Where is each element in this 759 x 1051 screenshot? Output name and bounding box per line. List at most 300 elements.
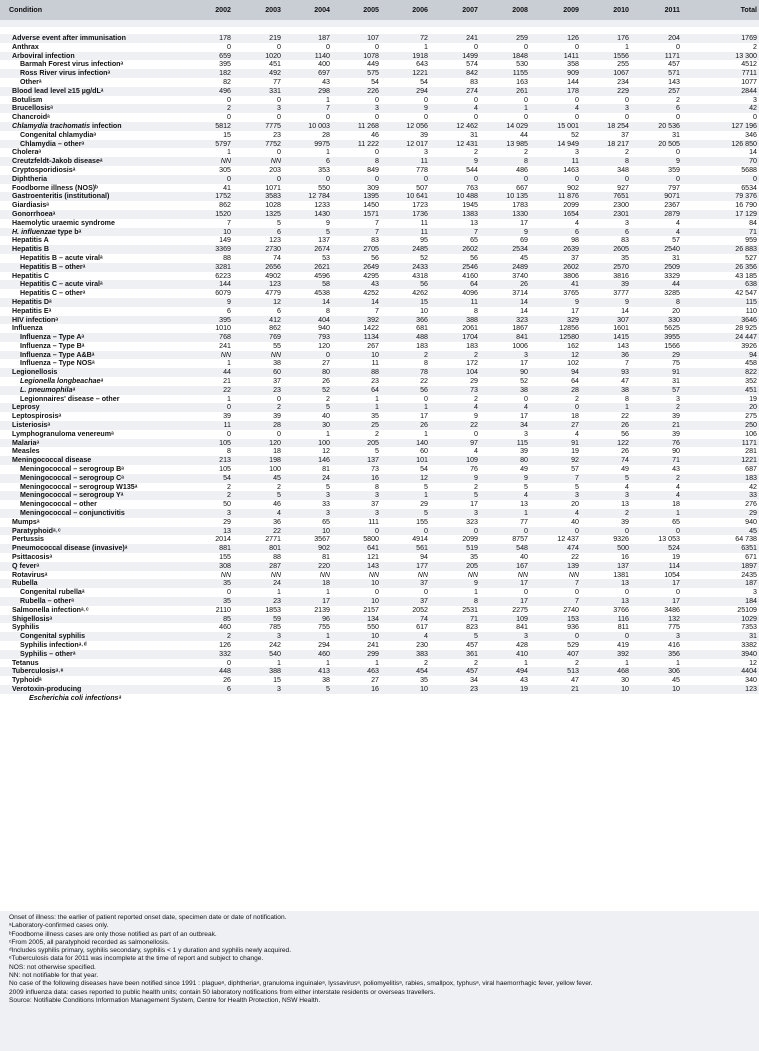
- cell-2004: 1: [326, 429, 330, 438]
- cell-2009: 162: [567, 341, 579, 350]
- cell-2007: 71: [430, 615, 480, 624]
- cell-2011: 13 053: [658, 535, 680, 544]
- cell-2002: 448: [186, 667, 233, 676]
- cell-2006: 54: [420, 465, 428, 474]
- cell-2011: 0: [676, 113, 680, 122]
- condition-name: Syphilis infectionᵃ˒ᵈ: [20, 640, 87, 649]
- column-header-2003: 2003: [265, 6, 281, 14]
- table-row: [0, 447, 759, 456]
- cell-2007: 3: [430, 509, 480, 518]
- cell-2006: 681: [416, 324, 428, 333]
- condition-name: Congenital rubellaᵃ: [20, 588, 85, 597]
- cell-2005: 11: [371, 359, 379, 368]
- cell-2003: 0: [277, 113, 281, 122]
- cell-2010: 47: [621, 377, 629, 386]
- cell-2002: 0: [227, 113, 231, 122]
- cell-2007: 22: [430, 421, 480, 430]
- table-row: [0, 500, 759, 509]
- cell-total: 2: [753, 42, 757, 51]
- cell-2005: 2705: [332, 245, 381, 254]
- condition-name: Influenza – Type A&Bᵃ: [0, 351, 186, 360]
- cell-2004: 18: [283, 579, 332, 588]
- cell-2005: 205: [332, 439, 381, 448]
- cell-2008: 14: [520, 306, 528, 315]
- cell-2008: 410: [480, 650, 530, 659]
- cell-2003: 1: [277, 588, 281, 597]
- cell-2010: 9: [581, 298, 631, 307]
- cell-2006: 1723: [412, 201, 428, 210]
- cell-2010: 38: [581, 386, 631, 395]
- cell-2006: [381, 694, 430, 703]
- condition-name: Paratyphoidᵃ˒ᶜ: [0, 527, 186, 536]
- cell-total: 671: [745, 553, 757, 562]
- table-row: [0, 456, 759, 465]
- cell-2006: 15: [381, 298, 430, 307]
- cell-2007: 172: [466, 359, 478, 368]
- column-header-condition: Condition: [9, 6, 43, 14]
- cell-2010: 2: [581, 509, 631, 518]
- cell-2006: 2433: [381, 263, 430, 272]
- cell-2011: 71: [631, 456, 682, 465]
- table-row: [0, 219, 759, 228]
- table-row: [0, 122, 759, 131]
- condition-name: Legionnaires' disease – other: [20, 394, 120, 403]
- cell-2005: 54: [371, 77, 379, 86]
- cell-2007: 9: [430, 474, 480, 483]
- cell-2009: 64: [571, 377, 579, 386]
- cell-total: 1029: [682, 615, 759, 624]
- cell-2007: 64: [430, 280, 480, 289]
- condition-name: L. pneumophilaᵃ: [0, 386, 186, 395]
- cell-2005: 7: [375, 306, 379, 315]
- cell-2007: 2061: [462, 324, 478, 333]
- cell-2008: 323: [480, 316, 530, 325]
- cell-2011: 29: [631, 351, 682, 360]
- cell-2003: 46: [273, 500, 281, 509]
- cell-2002: 6079: [215, 289, 231, 298]
- cell-2011: 20 505: [631, 140, 682, 149]
- cell-total: 346: [745, 130, 757, 139]
- cell-2003: 0: [277, 95, 281, 104]
- cell-2005: 641: [332, 544, 381, 553]
- cell-total: 940: [745, 517, 757, 526]
- cell-2003: 1071: [265, 183, 281, 192]
- cell-2003: 6: [233, 228, 283, 237]
- cell-2006: 1: [424, 429, 428, 438]
- cell-2002: 5812: [186, 122, 233, 131]
- cell-2010: 3: [581, 491, 631, 500]
- condition-name: Creutzfeldt-Jakob diseaseᵃ: [0, 157, 186, 166]
- cell-2010: 229: [581, 87, 631, 96]
- cell-2003: NN: [270, 570, 281, 579]
- cell-2007: 574: [466, 60, 478, 69]
- cell-2008: 4: [480, 491, 530, 500]
- condition-name: Adverse event after immunisation: [0, 34, 186, 43]
- cell-2011: 114: [631, 562, 682, 571]
- cell-total: 352: [745, 377, 757, 386]
- cell-2002: 50: [223, 500, 231, 509]
- cell-2010: 30: [621, 676, 629, 685]
- cell-total: 84: [749, 218, 757, 227]
- cell-2005: 88: [332, 368, 381, 377]
- cell-2011: 5625: [664, 324, 680, 333]
- cell-2011: 19: [672, 553, 680, 562]
- condition-name: Arboviral infection: [0, 52, 186, 61]
- cell-2005: 1134: [332, 333, 381, 342]
- cell-2008: 8757: [512, 535, 528, 544]
- cell-2007: 457: [466, 640, 478, 649]
- cell-2004: 40: [322, 412, 330, 421]
- column-header-total: Total: [740, 6, 757, 14]
- cell-2004: 38: [322, 676, 330, 685]
- cell-total: 16 790: [735, 201, 757, 210]
- cell-2002: 35: [186, 579, 233, 588]
- column-header-2006: 2006: [412, 6, 428, 14]
- cell-2008: 17: [520, 218, 528, 227]
- cell-2007: 13: [470, 218, 478, 227]
- cell-2006: 0: [381, 175, 430, 184]
- cell-2003: 242: [269, 640, 281, 649]
- cell-2009: 98: [571, 236, 579, 245]
- cell-2008: 0: [524, 394, 528, 403]
- condition-name: Salmonella infectionᵃ˒ᶜ: [12, 605, 89, 614]
- cell-2004: 1140: [283, 52, 332, 61]
- cell-2005: 226: [332, 87, 381, 96]
- cell-2006: 5: [381, 509, 430, 518]
- cell-2008: 14: [480, 298, 530, 307]
- cell-total: 42: [749, 482, 757, 491]
- cell-2009: 153: [530, 615, 581, 624]
- cell-2007: 0: [474, 429, 478, 438]
- cell-2003: 4902: [265, 271, 281, 280]
- condition-name: Legionellosis: [0, 368, 186, 377]
- cell-2004: 187: [283, 34, 332, 43]
- cell-2009: 94: [530, 368, 581, 377]
- cell-2003: 15: [273, 676, 281, 685]
- cell-2008: 44: [520, 130, 528, 139]
- cell-2004: 24: [283, 474, 332, 483]
- cell-total: 527: [745, 253, 757, 262]
- cell-2004: 550: [318, 183, 330, 192]
- cell-2011: 4: [676, 482, 680, 491]
- footnote-line: NOS: not otherwise specified.: [9, 963, 96, 971]
- cell-2007: 823: [466, 623, 478, 632]
- table-row: [0, 113, 759, 122]
- cell-2002: 2: [186, 104, 233, 113]
- cell-2005: 137: [332, 456, 381, 465]
- condition-name: Escherichia coli infectionsᵃ: [29, 693, 122, 702]
- cell-total: 458: [745, 359, 757, 368]
- cell-2011: 2367: [664, 201, 680, 210]
- cell-2006: 52: [420, 253, 428, 262]
- cell-2003: 287: [233, 562, 283, 571]
- cell-2005: 4252: [363, 289, 379, 298]
- cell-2003: 219: [233, 34, 283, 43]
- footnote-line: ᵃLaboratory-confirmed cases only.: [9, 922, 109, 930]
- cell-2004: 1430: [283, 210, 332, 219]
- cell-2003: 785: [269, 623, 281, 632]
- condition-name: Influenza: [12, 324, 43, 333]
- cell-2009: [530, 694, 581, 703]
- condition-name: Leptospirosisᵃ: [12, 412, 62, 421]
- cell-2009: 7: [530, 474, 581, 483]
- cell-2002: 149: [219, 236, 231, 245]
- cell-2011: 416: [668, 640, 680, 649]
- cell-2011: 8: [631, 298, 682, 307]
- cell-2011: 9071: [631, 192, 682, 201]
- cell-2003: 2771: [265, 535, 281, 544]
- condition-name: Meningococcal – other: [20, 500, 97, 509]
- cell-2003: 862: [269, 324, 281, 333]
- cell-2009: 0: [575, 42, 579, 51]
- cell-2009: 936: [567, 623, 579, 632]
- cell-2006: 12 056: [381, 122, 430, 131]
- cell-2002: 39: [223, 412, 231, 421]
- cell-2011: 18: [672, 500, 680, 509]
- cell-2005: 83: [371, 236, 379, 245]
- cell-2006: 9: [381, 104, 430, 113]
- cell-2002: 0: [186, 403, 233, 412]
- cell-2005: 16: [332, 685, 381, 694]
- cell-2007: 4096: [462, 289, 478, 298]
- condition-name: Hepatitis C: [12, 271, 50, 280]
- cell-2003: 60: [233, 368, 283, 377]
- cell-2009: 47: [571, 676, 579, 685]
- cell-2004: 146: [283, 456, 332, 465]
- cell-2011: [631, 694, 682, 703]
- cell-2002: 241: [219, 341, 231, 350]
- cell-2007: 10 488: [430, 192, 480, 201]
- cell-2005: 0: [375, 95, 379, 104]
- cell-2004: 28: [322, 130, 330, 139]
- cell-2011: 20: [672, 306, 680, 315]
- cell-total: 0: [753, 113, 757, 122]
- cell-2005: 4295: [363, 271, 379, 280]
- table-row: [0, 254, 759, 263]
- cell-2003: 1325: [233, 210, 283, 219]
- cell-total: 3646: [682, 316, 759, 325]
- cell-2011: 17: [631, 579, 682, 588]
- cell-2002: 395: [219, 60, 231, 69]
- cell-2004: 52: [283, 386, 332, 395]
- table-row: [0, 228, 759, 237]
- cell-2010: 0: [625, 113, 629, 122]
- cell-2004: 120: [318, 341, 330, 350]
- cell-2005: 1395: [332, 192, 381, 201]
- table-row: [0, 395, 759, 404]
- table-row: [0, 78, 759, 87]
- cell-2002: 144: [186, 280, 233, 289]
- cell-2007: 2: [474, 148, 478, 157]
- cell-2006: 10: [381, 685, 430, 694]
- condition-name: Hepatitis Dᵃ: [0, 298, 186, 307]
- cell-2008: 45: [520, 253, 528, 262]
- table-row: [0, 632, 759, 641]
- cell-2010: 1415: [581, 333, 631, 342]
- cell-2003: 801: [233, 544, 283, 553]
- cell-2006: 366: [381, 316, 430, 325]
- cell-2002: 13: [186, 527, 233, 536]
- cell-2002: 35: [186, 597, 233, 606]
- cell-2002: 85: [186, 615, 233, 624]
- cell-2004: 5: [283, 685, 332, 694]
- table-row: [0, 606, 759, 615]
- cell-2006: 94: [420, 553, 428, 562]
- cell-2002: 395: [186, 316, 233, 325]
- cell-2003: 2: [233, 403, 283, 412]
- cell-2008: 2: [524, 148, 528, 157]
- cell-2004: 10 003: [283, 122, 332, 131]
- table-row: [0, 201, 759, 210]
- cell-2010: 234: [617, 77, 629, 86]
- cell-2003: 23: [233, 386, 283, 395]
- cell-2003: 37: [273, 377, 281, 386]
- cell-2008: 5: [524, 482, 528, 491]
- cell-2008: 163: [516, 77, 528, 86]
- condition-name: Q feverᵃ: [0, 562, 186, 571]
- cell-2005: 0: [332, 175, 381, 184]
- cell-total: 33: [682, 491, 759, 500]
- cell-2010: 83: [621, 236, 629, 245]
- cell-2004: 9: [326, 218, 330, 227]
- cell-2010: 18 254: [581, 122, 631, 131]
- cell-2002: 88: [223, 253, 231, 262]
- cell-2008: 39: [520, 447, 528, 456]
- cell-2002: 1: [227, 394, 231, 403]
- cell-total: 6351: [682, 544, 759, 553]
- cell-2007: 2: [474, 658, 478, 667]
- cell-2002: NN: [220, 570, 231, 579]
- cell-2008: 49: [520, 465, 528, 474]
- cell-2009: 18: [571, 412, 579, 421]
- cell-2009: 7: [530, 597, 581, 606]
- cell-2006: 39: [420, 130, 428, 139]
- cell-2002: 26: [223, 676, 231, 685]
- cell-2006: NN: [417, 570, 428, 579]
- cell-2007: 0: [430, 175, 480, 184]
- cell-2009: 2: [575, 394, 579, 403]
- cell-2009: 3765: [563, 289, 579, 298]
- cell-2007: 17: [470, 500, 478, 509]
- cell-2003: 203: [269, 165, 281, 174]
- column-header-2005: 2005: [363, 6, 379, 14]
- cell-2002: 5797: [186, 140, 233, 149]
- cell-2011: 6: [631, 104, 682, 113]
- cell-2003: 45: [233, 474, 283, 483]
- cell-2011: 2540: [631, 245, 682, 254]
- cell-2008: 841: [516, 623, 528, 632]
- cell-2008: 40: [520, 553, 528, 562]
- cell-2002: 881: [186, 544, 233, 553]
- condition-name: Brucellosisᵃ: [0, 104, 186, 113]
- cell-2008: 1: [524, 658, 528, 667]
- cell-2005: 1: [375, 658, 379, 667]
- cell-2005: 1078: [332, 52, 381, 61]
- table-row: [0, 307, 759, 316]
- cell-2007: [430, 694, 480, 703]
- condition-name: Congenital syphilis: [0, 632, 186, 641]
- cell-2009: 12 437: [557, 535, 579, 544]
- cell-2002: 11: [186, 421, 233, 430]
- condition-name: Meningococcal – serogroup Cᵃ: [0, 474, 186, 483]
- cell-2010: 7651: [581, 192, 631, 201]
- cell-total: 276: [745, 500, 757, 509]
- cell-2010: 2: [625, 148, 629, 157]
- cell-total: 64 738: [735, 535, 757, 544]
- cell-2003: 88: [273, 553, 281, 562]
- cell-2009: 4: [575, 218, 579, 227]
- table-row: [0, 52, 759, 61]
- cell-2007: 763: [466, 183, 478, 192]
- cell-2004: 5: [283, 228, 332, 237]
- cell-2008: 9: [480, 474, 530, 483]
- cell-2004: 14: [283, 298, 332, 307]
- cell-2007: 1: [474, 588, 478, 597]
- cell-2011: 3486: [664, 605, 680, 614]
- cell-2004: 100: [283, 439, 332, 448]
- table-row: [0, 667, 759, 676]
- cell-2011: 204: [631, 34, 682, 43]
- cell-2011: 17: [631, 597, 682, 606]
- cell-2008: 1867: [512, 324, 528, 333]
- cell-2003: 3: [233, 632, 283, 641]
- cell-2002: 1752: [186, 192, 233, 201]
- condition-name: Meningococcal – serogroup Yᵃ: [0, 491, 186, 500]
- cell-2003: 74: [273, 253, 281, 262]
- cell-2004: 0: [283, 175, 332, 184]
- cell-2002: 6: [227, 306, 231, 315]
- cell-2007: 2546: [430, 263, 480, 272]
- condition-name: Congenital chlamydiaᵃ: [20, 130, 96, 139]
- cell-total: 1897: [682, 562, 759, 571]
- cell-2010: 13: [621, 500, 629, 509]
- cell-2002: [186, 694, 233, 703]
- cell-2002: 29: [223, 517, 231, 526]
- table-body: [0, 20, 759, 703]
- cell-total: 3: [753, 95, 757, 104]
- cell-2007: 4160: [462, 271, 478, 280]
- table-row: [0, 175, 759, 184]
- footnote-line: 2009 influenza data: cases reported to public health units; contain 50 laboratory notifications from either interstate residents or overseas travellers.: [9, 988, 436, 996]
- condition-name: Mumpsᵃ: [12, 517, 40, 526]
- cell-2008: 167: [480, 562, 530, 571]
- cell-2009: 0: [530, 175, 581, 184]
- condition-name: Malariaᵃ: [0, 439, 186, 448]
- cell-2006: 454: [381, 667, 430, 676]
- cell-2011: 2879: [631, 210, 682, 219]
- cell-2006: 2052: [412, 605, 428, 614]
- cell-2011: 132: [631, 615, 682, 624]
- cell-2005: 2649: [332, 263, 381, 272]
- cell-2004: 1: [326, 658, 330, 667]
- cell-2009: 144: [567, 77, 579, 86]
- cell-2002: 155: [219, 553, 231, 562]
- cell-2010: 0: [581, 527, 631, 536]
- cell-2009: 22: [571, 553, 579, 562]
- cell-2003: 769: [233, 333, 283, 342]
- cell-2004: 26: [322, 377, 330, 386]
- cell-2005: 1571: [332, 210, 381, 219]
- cell-2009: 12580: [530, 333, 581, 342]
- cell-2008: 1: [480, 509, 530, 518]
- cell-2011: 3285: [664, 289, 680, 298]
- cell-2008: 13 985: [480, 140, 530, 149]
- cell-2007: 34: [470, 676, 478, 685]
- cell-2006: 0: [424, 113, 428, 122]
- cell-2003: 7775: [233, 122, 283, 131]
- cell-2007: 5: [430, 491, 480, 500]
- cell-2007: 11: [430, 298, 480, 307]
